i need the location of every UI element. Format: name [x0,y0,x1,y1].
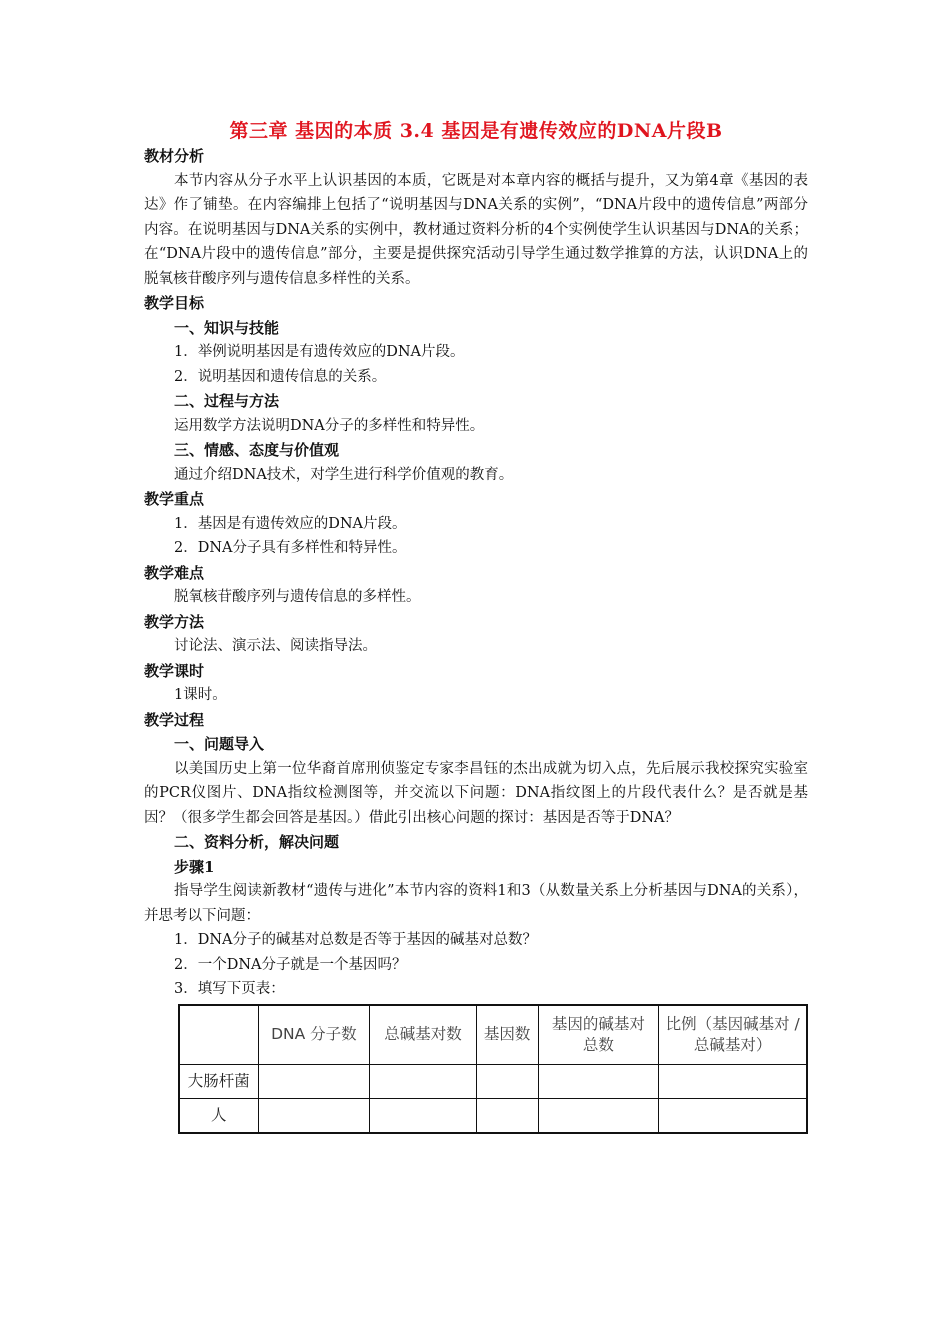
table-header-ratio: 比例（基因碱基对 / 总碱基对） [659,1005,807,1065]
table-row-label-ecoli: 大肠杆菌 [179,1064,258,1098]
document-page [144,118,808,1134]
table-header-gene-bp: 基因的碱基对总数 [538,1005,659,1065]
table-header-gene-count: 基因数 [476,1005,538,1065]
table-cell [258,1064,370,1098]
table-cell [659,1064,807,1098]
methods-text: 讨论法、演示法、阅读指导法。 [174,638,377,654]
table-row [179,1098,807,1133]
gene-dna-table [178,1004,808,1134]
goal-item-2: 2．说明基因和遗传信息的关系。 [174,368,387,385]
difficulty-text: 脱氧核苷酸序列与遗传信息的多样性。 [174,589,421,605]
process-sub-analysis: 二、资料分析，解决问题 [174,833,340,851]
table-cell [659,1098,807,1133]
section-heading-methods: 教学方法 [144,612,205,631]
table-row-label-human: 人 [179,1098,258,1133]
table-cell [258,1098,370,1133]
section-heading-process: 教学过程 [144,710,205,729]
goal-sub-attitude: 三、情感、态度与价值观 [174,441,340,459]
process-step-paragraph: 指导学生阅读新教材“遗传与进化”本节内容的资料1和3（从数量关系上分析基因与DNA的关系），并思考以下问题： [144,883,808,924]
section-heading-material: 教材分析 [144,147,205,165]
keypoint-item-2: 2．DNA分子具有多样性和特异性。 [174,540,407,556]
question-3: 3．填写下页表： [174,981,285,997]
keypoint-item-1: 1．基因是有遗传效应的DNA片段。 [174,515,407,532]
goal-process-text: 运用数学方法说明DNA分子的多样性和特异性。 [174,417,485,434]
table-header-total-bp: 总碱基对数 [370,1005,477,1065]
process-intro-paragraph: 以美国历史上第一位华裔首席刑侦鉴定专家李昌钰的杰出成就为切入点，先后展示我校探究实验室的PCR仪图片、DNA指纹检测图等，并交流以下问题：DNA指纹图上的片段代表什么？是否就是基因？（很多学生都会回答是基因。）借此引出核心问题的探讨：基因是否等于DNA？ [144,760,808,826]
goal-attitude-text: 通过介绍DNA技术，对学生进行科学价值观的教育。 [174,466,514,483]
goal-item-1: 1．举例说明基因是有遗传效应的DNA片段。 [174,344,465,360]
section-heading-goals: 教学目标 [144,294,205,312]
goal-sub-knowledge: 一、知识与技能 [174,318,280,337]
table-row [179,1064,807,1098]
table-cell [538,1098,659,1133]
material-paragraph: 本节内容从分子水平上认识基因的本质，它既是对本章内容的概括与提升，又为第4章《基因的表达》作了铺垫。在内容编排上包括了“说明基因与DNA关系的实例”，“DNA片段中的遗传信息”两部分内容。在说明基因与DNA关系的实例中，教材通过资料分析的4个实例使学生认识基因与DNA的关系；在“DNA片段中的遗传信息”部分，主要是提供探究活动引导学生通过数学推算的方法，认识DNA上的脱氧核苷酸序列与遗传信息多样性的关系。 [144,172,808,287]
section-heading-difficulty: 教学难点 [144,563,205,582]
table-cell [538,1064,659,1098]
process-sub-intro: 一、问题导入 [174,735,265,753]
table-header-dna-count: DNA 分子数 [258,1005,370,1065]
question-1: 1．DNA分子的碱基对总数是否等于基因的碱基对总数？ [174,932,538,948]
document-title: 第三章 基因的本质 3.4 基因是有遗传效应的DNA片段B [229,120,723,142]
goal-sub-process: 二、过程与方法 [174,392,280,410]
process-step-label: 步骤1 [174,857,215,876]
table-cell [476,1064,538,1098]
hours-text: 1课时。 [174,687,227,703]
question-2: 2．一个DNA分子就是一个基因吗？ [174,956,407,973]
table-header-empty [179,1005,258,1065]
table-cell [370,1098,477,1133]
section-heading-hours: 教学课时 [144,661,205,680]
section-heading-keypoints: 教学重点 [144,490,205,508]
table-cell [370,1064,477,1098]
table-cell [476,1098,538,1133]
